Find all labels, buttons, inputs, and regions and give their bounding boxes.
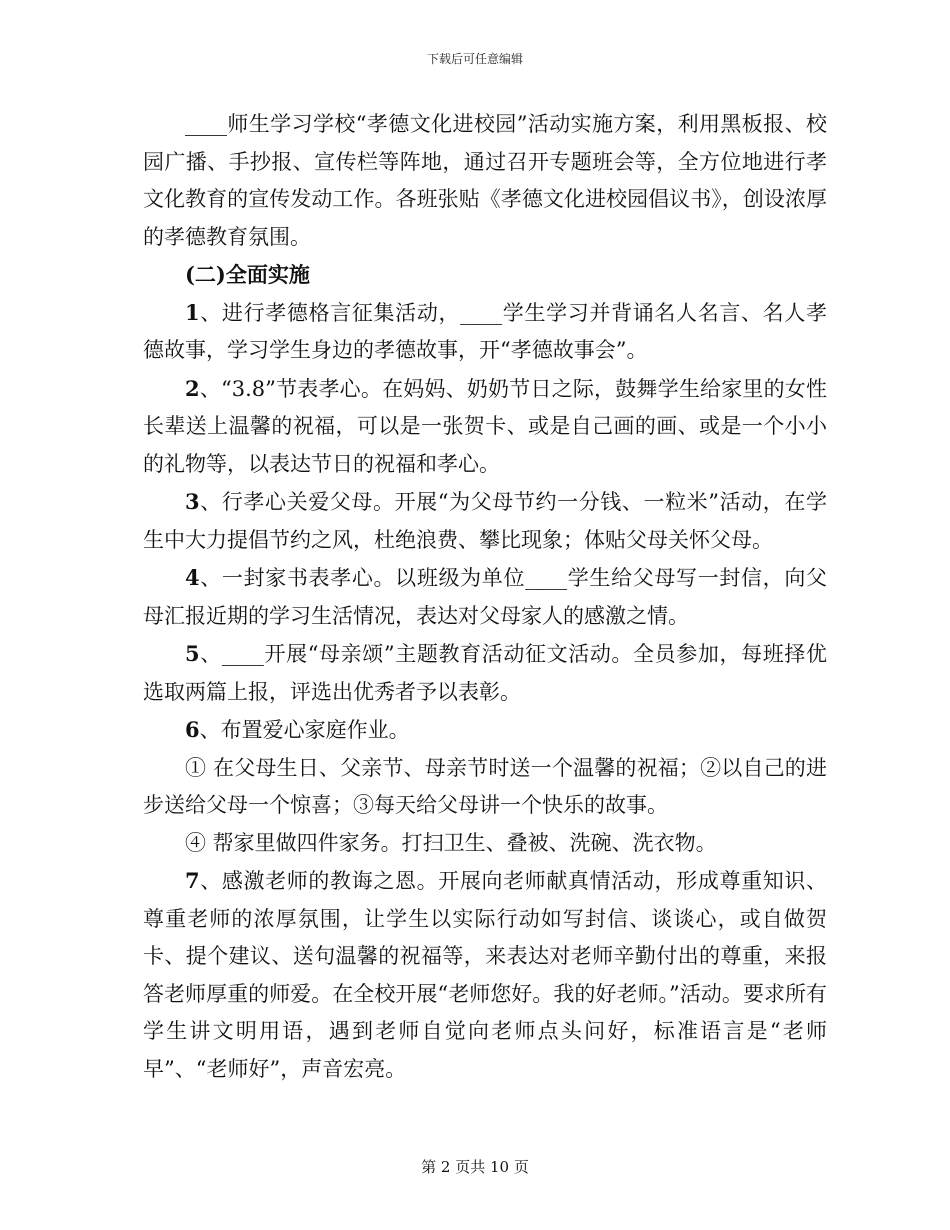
sub-item: ① 在父母生日、父亲节、母亲节时送一个温馨的祝福；②以自己的进步送给父母一个惊喜；③每天给父母讲一个快乐的故事。 [143, 755, 827, 817]
list-item [143, 635, 827, 711]
item-number: 3 [185, 489, 200, 514]
list-item [143, 862, 827, 1088]
list-item [143, 711, 827, 750]
item-text: 、进行孝德格言征集活动，____学生学习并背诵名人名言、名人孝德故事，学习学生身边的孝德故事，开“孝德故事会”。 [143, 300, 827, 362]
item-number: 2 [185, 375, 200, 401]
item-text: 、感激老师的教诲之恩。开展向老师献真情活动，形成尊重知识、尊重老师的浓厚氛围，让学生以实际行动如写封信、谈谈心，或自做贺卡、提个建议、送句温馨的祝福等，来表达对老师辛勤付出的尊重，来报答老师厚重的师爱。在全校开展“老师您好。我的好老师。”活动。要求所有学生讲文明用语，遇到老师自觉向老师点头问好，标准语言是“老师早”、“老师好”，声音宏亮。 [143, 869, 827, 1081]
item-text: 、行孝心关爱父母。开展“为父母节约一分钱、一粒米”活动，在学生中大力提倡节约之风，杜绝浪费、攀比现象；体贴父母关怀父母。 [143, 490, 827, 552]
item-number: 7 [185, 868, 200, 893]
item-number: 5 [185, 641, 200, 666]
item-number: 6 [185, 717, 200, 742]
page-footer: 第 2 页共 10 页 [421, 1158, 529, 1176]
document-body [143, 106, 827, 1088]
list-item [143, 483, 827, 559]
item-text: 、布置爱心家庭作业。 [199, 718, 410, 742]
item-number: 1 [185, 299, 200, 325]
list-item [143, 559, 827, 635]
section-heading: (二)全面实施 [185, 262, 310, 287]
item-text: 、一封家书表孝心。以班级为单位____学生给父母写一封信，向父母汇报近期的学习生活情况，表达对父母家人的感激之情。 [143, 566, 827, 628]
intro-paragraph: ____师生学习学校“孝德文化进校园”活动实施方案，利用黑板报、校园广播、手抄报、宣传栏等阵地，通过召开专题班会等，全方位地进行孝文化教育的宣传发动工作。各班张贴《孝德文化进校园倡议书》，创设浓厚的孝德教育氛围。 [143, 112, 827, 249]
sub-item: ④ 帮家里做四件家务。打扫卫生、叠被、洗碗、洗衣物。 [185, 830, 717, 855]
item-text: 、____开展“母亲颂”主题教育活动征文活动。全员参加，每班择优选取两篇上报，评选出优秀者予以表彰。 [143, 642, 827, 704]
item-number: 4 [185, 565, 200, 590]
item-text: 、“3.8”节表孝心。在妈妈、奶奶节日之际，鼓舞学生给家里的女性长辈送上温馨的祝福，可以是一张贺卡、或是自己画的画、或是一个小小的礼物等，以表达节日的祝福和孝心。 [143, 376, 827, 476]
list-item [143, 370, 827, 484]
list-item [143, 294, 827, 370]
page-header: 下载后可任意编辑 [426, 52, 523, 66]
